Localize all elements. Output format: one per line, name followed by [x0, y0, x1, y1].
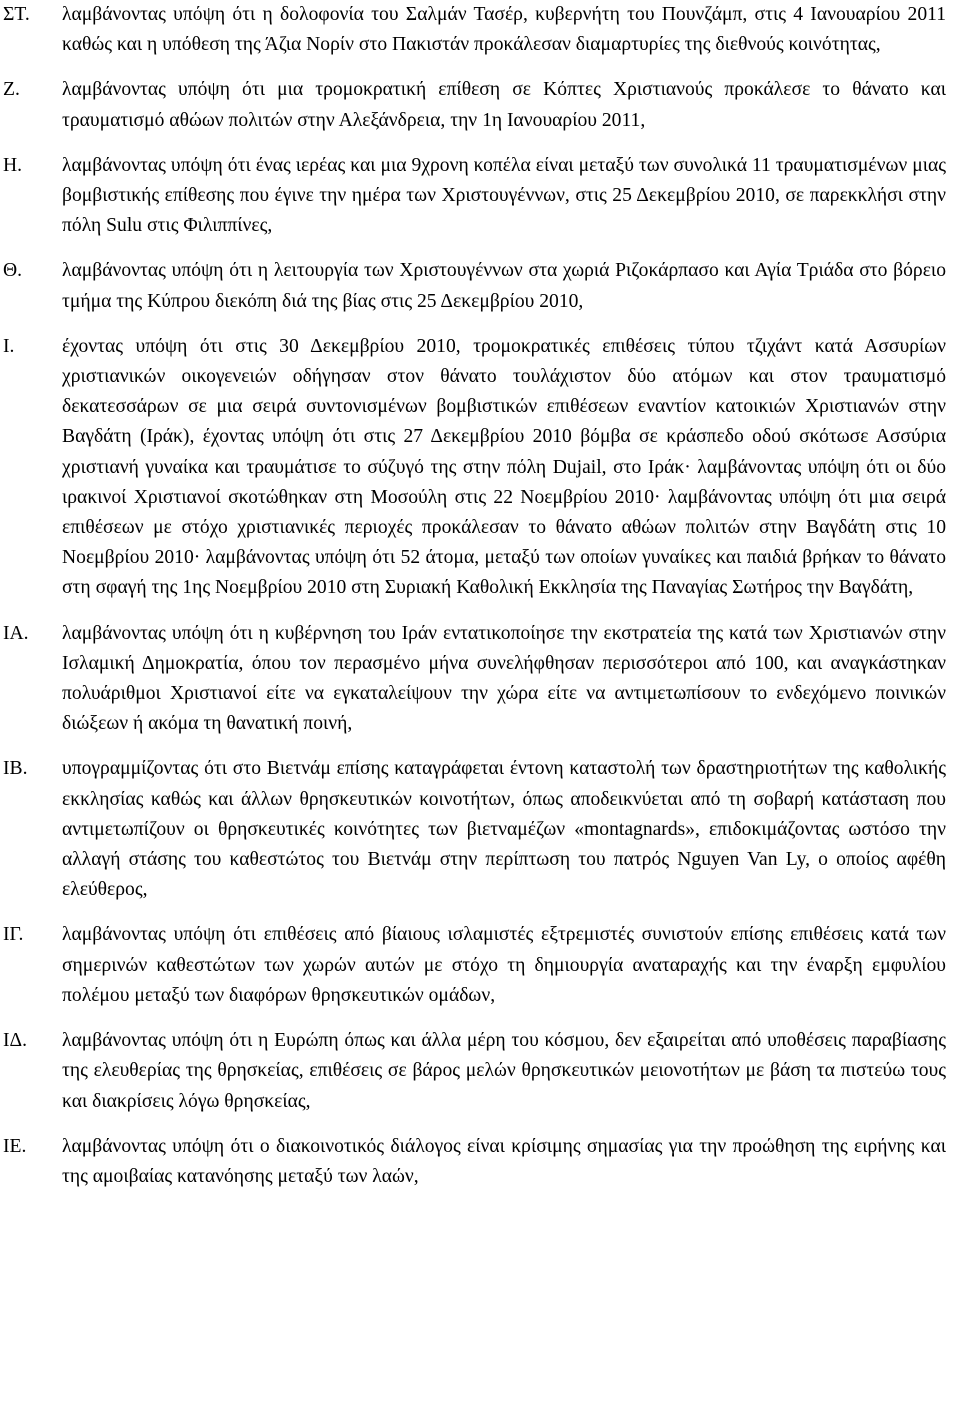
recital-h: [0, 151, 960, 242]
recital-i: [0, 332, 960, 604]
recital-text: λαμβάνοντας υπόψη ότι ο διακοινοτικός διάλογος είναι κρίσιμης σημασίας για την προώθηση της ειρήνης και της αμοιβαίας κατανόησης μεταξύ των λαών,: [62, 1135, 946, 1187]
recital-ib: [0, 754, 960, 905]
recital-text: λαμβάνοντας υπόψη ότι η λειτουργία των Χριστουγέννων στα χωριά Ριζοκάρπασο και Αγία Τριάδα στο βόρειο τμήμα της Κύπρου διεκόπη διά της βίας στις 25 Δεκεμβρίου 2010,: [62, 260, 946, 312]
recital-text: λαμβάνοντας υπόψη ότι επιθέσεις από βίαιους ισλαμιστές εξτρεμιστές συνιστούν επίσης επιθέσεις κατά των σημερινών καθεστώτων των χωρών αυτών με στόχο τη δημιουργία αναταραχής και την έναρξη εμφυλίου πολέμου μεταξύ των διαφόρων θρησκευτικών ομάδων,: [62, 924, 946, 1006]
recital-text: υπογραμμίζοντας ότι στο Βιετνάμ επίσης καταγράφεται έντονη καταστολή των δραστηριοτήτων της καθολικής εκκλησίας καθώς και άλλων θρησκευτικών κοινοτήτων, όπως αποδεικνύεται από τη σοβαρή κατάσταση που αντιμετωπίζουν οι θρησκευτικές κοινότητες των βιετναμέζων «montagnards», επιδοκιμάζοντας ωστόσο την αλλαγή στάσης του καθεστώτος του Βιετνάμ στην περίπτωση του πατρός Nguyen Van Ly, ο οποίος αφέθη ελεύθερος,: [62, 758, 946, 901]
recital-label: Ι.: [3, 335, 15, 357]
recital-id: [0, 1026, 960, 1117]
recital-label: ΙΑ.: [3, 622, 29, 644]
recital-label: ΣΤ.: [3, 4, 30, 25]
recital-th: [0, 256, 960, 316]
recital-st: [0, 0, 960, 60]
recital-text: λαμβάνοντας υπόψη ότι η δολοφονία του Σαλμάν Τασέρ, κυβερνήτη του Πουνζάμπ, στις 4 Ιανουαρίου 2011 καθώς και η υπόθεση της Άζια Νορίν στο Πακιστάν προκάλεσαν διαμαρτυρίες της διεθνούς κοινότητας,: [62, 4, 946, 56]
recital-text: λαμβάνοντας υπόψη ότι η κυβέρνηση του Ιράν εντατικοποίησε την εκστρατεία της κατά των Χριστιανών στην Ισλαμική Δημοκρατία, όπου τον περασμένο μήνα συνελήφθησαν περισσότεροι από 100, και αναγκάστηκαν πολυάριθμοι Χριστιανοί είτε να εγκαταλείψουν την χώρα είτε να αντιμετωπίσουν το ενδεχόμενο ποινικών διώξεων ή ακόμα τη θανατική ποινή,: [62, 622, 946, 735]
recital-label: Η.: [3, 154, 23, 176]
recital-z: [0, 75, 960, 135]
recital-text: λαμβάνοντας υπόψη ότι ένας ιερέας και μια 9χρονη κοπέλα είναι μεταξύ των συνολικά 11 τραυματισμένων μιας βομβιστικής επίθεσης που έγινε την ημέρα των Χριστουγέννων, στις 25 Δεκεμβρίου 2010, σε παρεκκλήσι στην πόλη Sulu στις Φιλιππίνες,: [62, 154, 946, 237]
recital-label: ΙΒ.: [3, 758, 28, 780]
recital-label: ΙΓ.: [3, 924, 24, 946]
recital-label: ΙΔ.: [3, 1030, 28, 1052]
recital-text: λαμβάνοντας υπόψη ότι μια τρομοκρατική επίθεση σε Κόπτες Χριστιανούς προκάλεσε το θάνατο και τραυματισμό αθώων πολιτών στην Αλεξάνδρεια, την 1η Ιανουαρίου 2011,: [62, 79, 946, 131]
recital-ie: [0, 1132, 960, 1192]
recital-label: Θ.: [3, 260, 23, 282]
recital-label: ΙΕ.: [3, 1135, 27, 1157]
recital-text: λαμβάνοντας υπόψη ότι η Ευρώπη όπως και άλλα μέρη του κόσμου, δεν εξαιρείται από υποθέσεις παραβίασης της ελευθερίας της θρησκείας, επιθέσεις σε βάρος μελών θρησκευτικών μειονοτήτων με βάση τα πιστεύω τους και διακρίσεις λόγω θρησκείας,: [62, 1030, 946, 1112]
recital-ia: [0, 619, 960, 740]
recital-label: Ζ.: [3, 79, 20, 101]
recital-text: έχοντας υπόψη ότι στις 30 Δεκεμβρίου 2010, τρομοκρατικές επιθέσεις τύπου τζιχάντ κατά Ασσυρίων χριστιανικών οικογενειών οδήγησαν στον θάνατο τουλάχιστον δύο ατόμων και στον τραυματισμό δεκατεσσάρων σε μια σειρά συντονισμένων βομβιστικών επιθέσεων εναντίον κατοικιών Χριστιανών στην Βαγδάτη (Ιράκ), έχοντας υπόψη ότι στις 27 Δεκεμβρίου 2010 βόμβα σε κράσπεδο οδού σκότωσε Ασσύρια χριστιανή γυναίκα και τραυμάτισε το σύζυγό της στην πόλη Dujail, στο Ιράκ· λαμβάνοντας υπόψη ότι οι δύο ιρακινοί Χριστιανοί σκοτώθηκαν στη Μοσούλη στις 22 Νοεμβρίου 2010· λαμβάνοντας υπόψη ότι μια σειρά επιθέσεων με στόχο χριστιανικές περιοχές προκάλεσαν το θάνατο αθώων πολιτών στην Βαγδάτη στις 10 Νοεμβρίου 2010· λαμβάνοντας υπόψη ότι 52 άτομα, μεταξύ των οποίων γυναίκες και παιδιά βρήκαν το θάνατο στη σφαγή της 1ης Νοεμβρίου 2010 στη Συριακή Καθολική Εκκλησία της Παναγίας Σωτήρος την Βαγδάτη,: [62, 335, 946, 599]
recital-ig: [0, 920, 960, 1011]
